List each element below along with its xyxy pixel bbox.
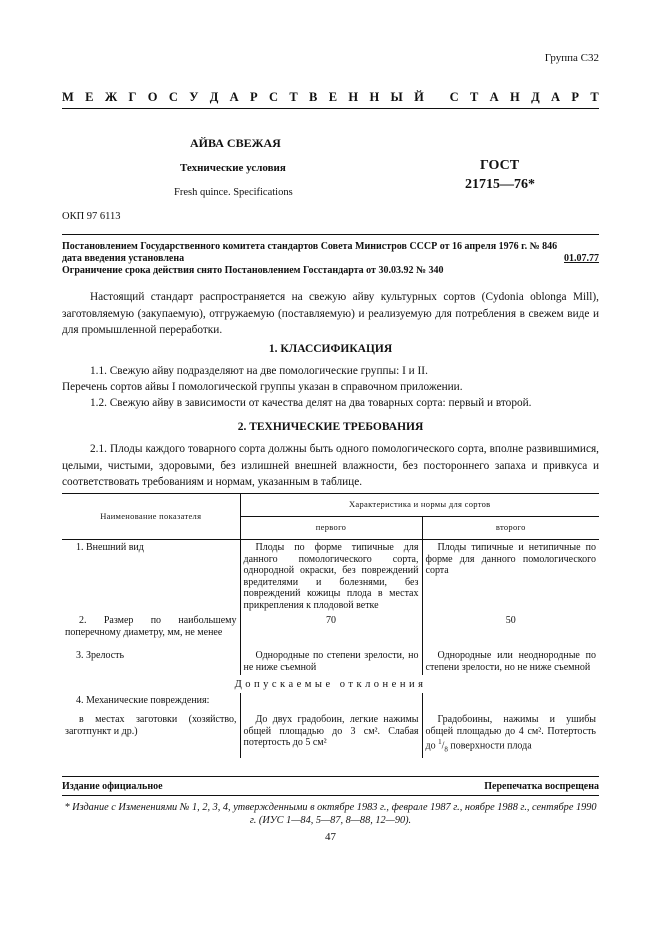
row-first: 70 [240, 613, 422, 640]
banner-letter: Й [414, 90, 424, 104]
table-header-indicator: Наименование показателя [62, 494, 240, 540]
banner-letter: Р [250, 90, 258, 104]
group-code: Группа С32 [544, 52, 599, 64]
banner-letter: Е [328, 90, 338, 104]
table-row [62, 640, 599, 675]
reprint-prohibited: Перепечатка воспрещена [484, 781, 599, 792]
english-title: Fresh quince. Specifications [174, 187, 293, 198]
banner-letter: Р [571, 90, 580, 104]
row-first: До двух градобоин, легкие нажимы общей площадью до 3 см². Слабая потертость до 5 см² [240, 708, 422, 758]
banner-letter: О [147, 90, 158, 104]
banner-letter: Н [510, 90, 520, 104]
footer-rule-2 [62, 795, 599, 796]
section-heading-requirements: 2. ТЕХНИЧЕСКИЕ ТРЕБОВАНИЯ [237, 421, 424, 433]
banner-letter: Н [348, 90, 359, 104]
banner-letter: Е [85, 90, 94, 104]
decree-line-2 [62, 253, 599, 265]
decree-date: 01.07.77 [564, 253, 599, 264]
row-second: 50 [422, 613, 599, 640]
paragraph-2-1: 2.1. Плоды каждого товарного сорта должны быть одного помологического сорта, вполне развившимися, целыми, чистыми, здоровыми, без излишней внешней влажности, без постороннего запаха и привкуса и соответствовать требованиям и нормам, указанным в таблице. [62, 443, 599, 488]
banner-letter: Г [128, 90, 137, 104]
footer-rule [62, 776, 599, 777]
banner-letter: Т [590, 90, 599, 104]
requirements-table [62, 493, 599, 758]
banner-letter: Н [369, 90, 380, 104]
official-edition: Издание официальное [62, 781, 163, 792]
header-rule [62, 108, 599, 109]
okp-code: ОКП 97 6113 [62, 211, 121, 222]
row-name: 4. Механические повреждения: [76, 694, 210, 706]
banner-letter: Т [469, 90, 479, 104]
row-name: 2. Размер по наибольшему поперечному диаметру, мм, не менее [65, 615, 237, 638]
row-second: Плоды типичные и нетипичные по форме для данного помологического сорта [422, 540, 599, 614]
banner-letter: В [309, 90, 318, 104]
amendments-note: * Издание с Изменениями № 1, 2, 3, 4, утвержденными в октябре 1983 г., феврале 1987 г., ноябре 1988 г., сентябре 1990 г. (ИУС 1—84, 5—87, 8—88, 12—90). [64, 802, 597, 826]
row-name: 1. Внешний вид [76, 542, 144, 553]
banner-letter: А [551, 90, 561, 104]
decree-line-3: Ограничение срока действия снято Постановлением Госстандарта от 30.03.92 № 340 [62, 265, 444, 276]
allowances-heading: Допускаемые отклонения [234, 679, 427, 690]
row-second: Градобоины, нажимы и ушибы общей площадью до 4 см². Потертость до $^1/_8$ поверхности плода [422, 708, 599, 758]
table-header-second: второго [422, 517, 599, 540]
row-name: 3. Зрелость [76, 650, 125, 661]
banner-letter: А [489, 90, 499, 104]
banner-letter: С [269, 90, 279, 104]
paragraph-varieties: Перечень сортов айвы I помологической группы указан в справочном приложении. [62, 381, 463, 393]
row-name: в местах заготовки (хозяйство, заготпункт и др.) [65, 714, 237, 737]
banner-letter: Д [531, 90, 540, 104]
paragraph-1-2: 1.2. Свежую айву в зависимости от качества делят на два товарных сорта: первый и второй. [90, 397, 532, 409]
table-header-group: Характеристика и нормы для сортов [240, 494, 599, 517]
row-first: Однородные по степени зрелости, но не ниже съемной [240, 640, 422, 675]
decree-line-1: Постановлением Государственного комитета стандартов Совета Министров СССР от 16 апреля 1976 г. № 846 [62, 241, 558, 252]
doc-subtitle: Технические условия [180, 162, 286, 174]
banner-letter: С [449, 90, 459, 104]
decree-date-label: дата введения установлена [62, 253, 185, 264]
banner-letter: Д [209, 90, 219, 104]
table-header-first: первого [240, 517, 422, 540]
gost-label: ГОСТ [480, 158, 520, 173]
table-row [62, 708, 599, 758]
page-number: 47 [325, 831, 336, 843]
row-first: Плоды по форме типичные для данного помологического сорта, однородной окраски, без повреждений вредителями и болезнями, без повреждений кожицы плода в местах прикрепления к плодовой ветке [240, 540, 422, 614]
decree-rule [62, 234, 599, 235]
banner-letter: Ы [390, 90, 403, 104]
banner-letter [435, 90, 438, 105]
banner-letter: А [229, 90, 239, 104]
product-name: АЙВА СВЕЖАЯ [190, 136, 281, 150]
section-heading-classification: 1. КЛАССИФИКАЦИЯ [268, 343, 393, 355]
table-row [62, 613, 599, 640]
paragraph-1-1: 1.1. Свежую айву подразделяют на две помологические группы: I и II. [90, 365, 428, 377]
gost-number: 21715—76* [465, 177, 535, 192]
banner-letter: М [62, 90, 74, 104]
banner-letter: Т [289, 90, 298, 104]
banner-letter: С [168, 90, 178, 104]
row-second: Однородные или неоднородные по степени зрелости, но не ниже съемной [422, 640, 599, 675]
standard-banner [62, 90, 599, 105]
table-row [62, 540, 599, 614]
banner-letter: У [189, 90, 199, 104]
intro-paragraph: Настоящий стандарт распространяется на свежую айву культурных сортов (Cydonia oblonga Mill), заготовляемую (закупаемую), отгружаемую (поставляемую) и реализуемую для потребления в свежем виде и для промышленной переработки. [62, 291, 599, 336]
banner-letter: Ж [104, 90, 118, 104]
